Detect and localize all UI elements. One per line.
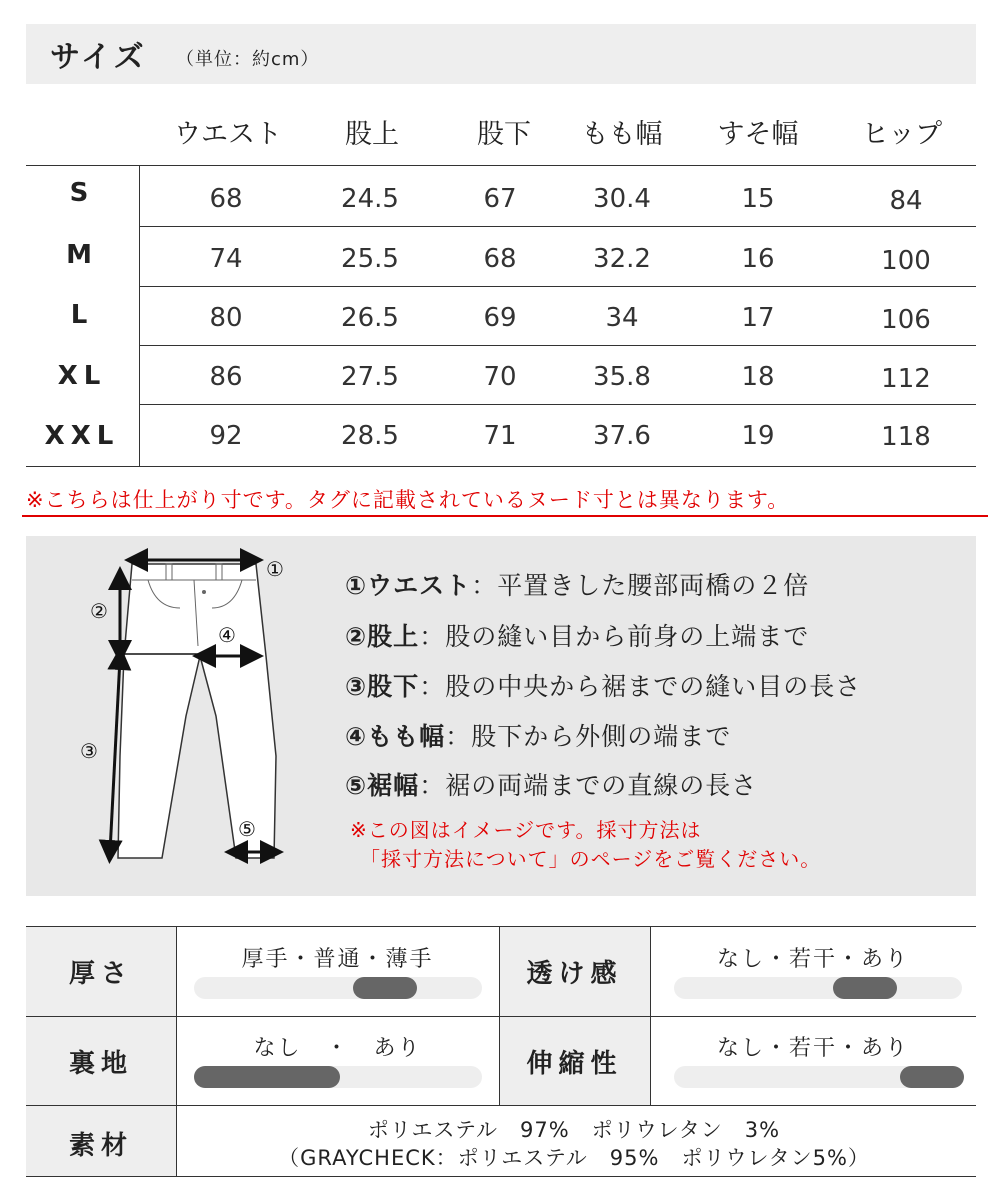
stretch-options: なし・若干・あり [716,1036,909,1061]
marker-1: ① [266,557,284,581]
table-cell: 15 [741,184,775,214]
table-cell: 74 [209,244,243,274]
transparency-indicator [833,977,897,999]
lining-options: なし ・ あり [253,1036,422,1061]
table-cell: 92 [209,421,243,451]
table-divider [140,226,976,227]
transparency-scale [674,977,962,999]
material-line1: ポリエステル 97% ポリウレタン 3% [367,1118,781,1142]
table-cell: 17 [741,303,775,333]
header-waist: ウエスト [174,119,282,150]
table-cell: 71 [483,421,517,451]
size-label-xl: XL [57,361,107,391]
finished-size-notice: ※こちらは仕上がり寸です。タグに記載されているヌード寸とは異なります。 [26,488,790,512]
page-title: サイズ [50,40,147,75]
table-cell: 112 [881,364,931,394]
table-divider [26,1016,976,1017]
marker-2: ② [90,599,108,623]
transparency-options: なし・若干・あり [716,947,909,972]
table-cell: 69 [483,303,517,333]
material-label: 素材 [68,1131,133,1161]
table-cell: 26.5 [341,303,399,333]
table-cell: 100 [881,246,931,276]
table-divider [26,165,976,166]
table-cell: 32.2 [593,244,651,274]
table-cell: 106 [881,305,931,335]
table-cell: 68 [209,184,243,214]
table-cell: 19 [741,421,775,451]
table-cell: 25.5 [341,244,399,274]
table-cell: 37.6 [593,421,651,451]
table-divider [140,345,976,346]
marker-4: ④ [218,623,236,647]
title-bar [26,24,976,84]
desc-thigh: ④もも幅：股下から外側の端まで [345,722,732,751]
thickness-options: 厚手・普通・薄手 [241,947,434,972]
table-cell: 34 [605,303,639,333]
marker-5: ⑤ [238,817,256,841]
table-cell: 67 [483,184,517,214]
thickness-label: 厚さ [68,959,133,989]
table-divider [26,1176,976,1177]
thickness-scale [194,977,482,999]
unit-note: （単位：約cm） [176,49,320,70]
table-cell: 70 [483,362,517,392]
header-rise: 股上 [345,119,399,150]
diagram-note-line2: 「採寸方法について」のページをご覧ください。 [360,847,822,871]
diagram-note-line1: ※この図はイメージです。採寸方法は [350,818,702,842]
material-line2: （GRAYCHECK：ポリエステル 95% ポリウレタン5%） [278,1146,870,1170]
header-hem: すそ幅 [717,119,799,150]
desc-hem: ⑤裾幅：裾の両端までの直線の長さ [345,771,758,800]
notice-underline [22,515,988,517]
desc-waist: ①ウエスト：平置きした腰部両橋の２倍 [345,571,810,600]
thickness-indicator [353,977,417,999]
size-label-m: M [66,240,98,270]
table-cell: 84 [889,186,923,216]
stretch-label: 伸縮性 [526,1049,623,1079]
header-inseam: 股下 [477,119,531,150]
lining-indicator [194,1066,340,1088]
table-divider [139,165,140,467]
table-cell: 68 [483,244,517,274]
table-cell: 80 [209,303,243,333]
transparency-label: 透け感 [526,959,623,989]
table-divider [26,466,976,467]
table-cell: 118 [881,422,931,452]
table-cell: 28.5 [341,421,399,451]
button-icon [202,590,206,594]
size-label-s: S [69,178,95,208]
table-cell: 24.5 [341,184,399,214]
pants-diagram [76,546,306,866]
table-cell: 27.5 [341,362,399,392]
table-divider [140,404,976,405]
stretch-indicator [900,1066,964,1088]
size-label-xxl: XXL [44,421,120,451]
table-cell: 86 [209,362,243,392]
size-label-l: L [70,300,94,330]
table-cell: 18 [741,362,775,392]
pants-outline [118,564,276,858]
header-thigh: もも幅 [581,119,663,150]
table-cell: 16 [741,244,775,274]
table-cell: 35.8 [593,362,651,392]
table-divider [26,926,976,927]
table-cell: 30.4 [593,184,651,214]
lining-label: 裏地 [68,1049,133,1079]
desc-rise: ②股上：股の縫い目から前身の上端まで [345,622,810,651]
header-hip: ヒップ [861,119,943,150]
table-divider [140,286,976,287]
table-divider [26,1105,976,1106]
desc-inseam: ③股下：股の中央から裾までの縫い目の長さ [345,672,862,701]
marker-3: ③ [80,739,98,763]
